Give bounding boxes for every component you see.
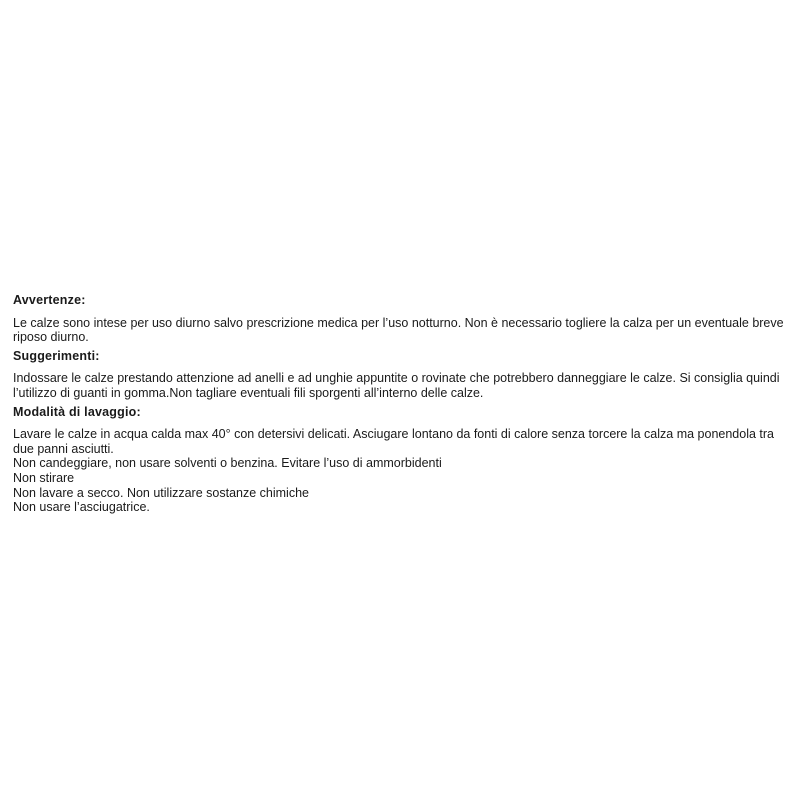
text-line: Le calze sono intese per uso diurno salvo prescrizione medica per l’uso notturno. Non è necessario togliere la calza per un eventuale breve	[13, 315, 784, 330]
text-line: Non candeggiare, non usare solventi o benzina. Evitare l’uso di ammorbidenti	[13, 456, 442, 471]
text-line: l’utilizzo di guanti in gomma.Non tagliare eventuali fili sporgenti all’interno delle calze.	[13, 385, 484, 400]
text-line: Non usare l’asciugatrice.	[13, 500, 150, 515]
text-line: due panni asciutti.	[13, 441, 114, 456]
text-line: Lavare le calze in acqua calda max 40° con detersivi delicati. Asciugare lontano da fonti di calore senza torcere la calza ma ponendola tra	[13, 427, 774, 442]
section-heading-suggerimenti: Suggerimenti:	[13, 348, 100, 363]
section-modalita-di-lavaggio	[13, 405, 800, 515]
text-line: riposo diurno.	[13, 330, 89, 345]
text-line: Non stirare	[13, 470, 75, 485]
text-line: Non lavare a secco. Non utilizzare sostanze chimiche	[13, 485, 309, 500]
section-heading-avvertenze: Avvertenze:	[13, 293, 86, 307]
section-avvertenze	[13, 293, 800, 345]
section-heading-modalita-di-lavaggio: Modalità di lavaggio:	[13, 404, 141, 419]
text-line: Indossare le calze prestando attenzione ad anelli e ad unghie appuntite o rovinate che potrebbero danneggiare le calze. Si consiglia quindi	[13, 371, 780, 386]
section-suggerimenti	[13, 349, 800, 401]
